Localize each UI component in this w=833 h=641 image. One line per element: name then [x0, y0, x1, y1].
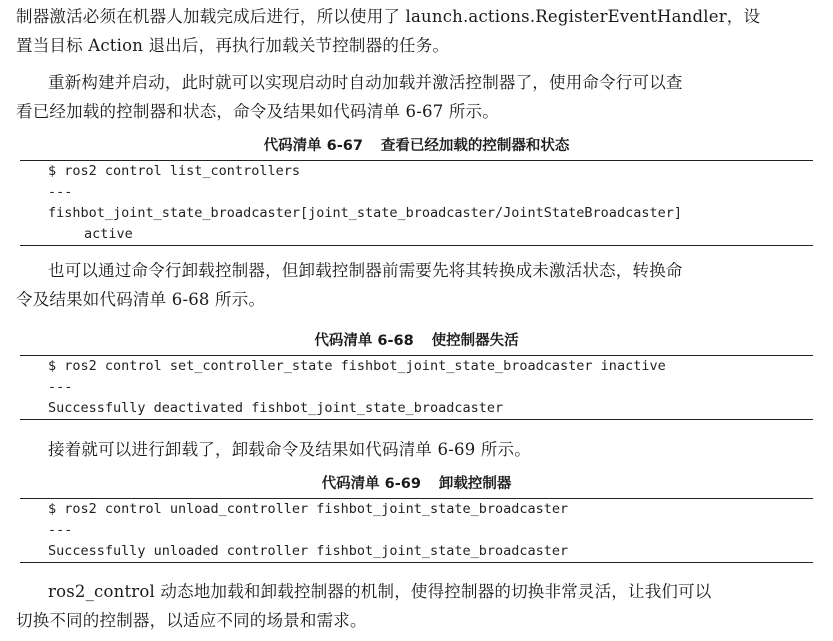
paragraph-line: 制器激活必须在机器人加载完成后进行，所以使用了 launch.actions.RegisterEventHandler，设 [16, 7, 761, 26]
listing-title: 查看已经加载的控制器和状态 [380, 138, 570, 154]
listing-title: 卸载控制器 [438, 476, 512, 492]
listing-number: 代码清单 6-67 [263, 138, 363, 154]
listing-number: 代码清单 6-68 [314, 333, 414, 349]
code-line: $ ros2 control list_controllers [48, 163, 300, 179]
code-line: $ ros2 control unload_controller fishbot_joint_state_broadcaster [48, 501, 569, 517]
paragraph-line: 重新构建并启动，此时就可以实现启动时自动加载并激活控制器了，使用命令行可以查 [48, 73, 683, 92]
paragraph-then-unload [16, 435, 806, 464]
paragraph-line: 也可以通过命令行卸载控制器，但卸载控制器前需要先将其转换成未激活状态，转换命 [48, 261, 683, 280]
paragraph-rebuild-and-launch [16, 68, 806, 126]
code-line: --- [48, 379, 73, 395]
code-line: $ ros2 control set_controller_state fishbot_joint_state_broadcaster inactive [48, 358, 666, 374]
code-line: Successfully deactivated fishbot_joint_state_broadcaster [48, 400, 504, 416]
paragraph-line: 置当目标 Action 退出后，再执行加载关节控制器的任务。 [16, 36, 450, 55]
paragraph-line: 看已经加载的控制器和状态，命令及结果如代码清单 6-67 所示。 [16, 102, 499, 121]
code-listing-6-67 [20, 160, 813, 246]
code-line: --- [48, 522, 73, 538]
paragraph-unload-requires-inactive [16, 256, 806, 314]
code-listing-6-69 [20, 498, 813, 563]
listing-title: 使控制器失活 [431, 333, 519, 349]
paragraph-line: 令及结果如代码清单 6-68 所示。 [16, 290, 266, 309]
listing-caption-6-68 [0, 331, 833, 351]
listing-number: 代码清单 6-69 [321, 476, 421, 492]
code-line: active [84, 226, 133, 242]
paragraph-line: 切换不同的控制器，以适应不同的场景和需求。 [16, 611, 367, 630]
paragraph-line: ros2_control 动态地加载和卸载控制器的机制，使得控制器的切换非常灵活，让我们可以 [48, 582, 712, 601]
code-line: Successfully unloaded controller fishbot_joint_state_broadcaster [48, 543, 569, 559]
paragraph-line: 接着就可以进行卸载了，卸载命令及结果如代码清单 6-69 所示。 [48, 440, 531, 459]
code-line: fishbot_joint_state_broadcaster[joint_state_broadcaster/JointStateBroadcaster] [48, 205, 682, 221]
code-listing-6-68 [20, 355, 813, 420]
paragraph-register-event-handler [16, 2, 806, 60]
listing-caption-6-69 [0, 474, 833, 494]
paragraph-ros2-control-summary [16, 577, 806, 635]
listing-caption-6-67 [0, 136, 833, 156]
code-line: --- [48, 184, 73, 200]
